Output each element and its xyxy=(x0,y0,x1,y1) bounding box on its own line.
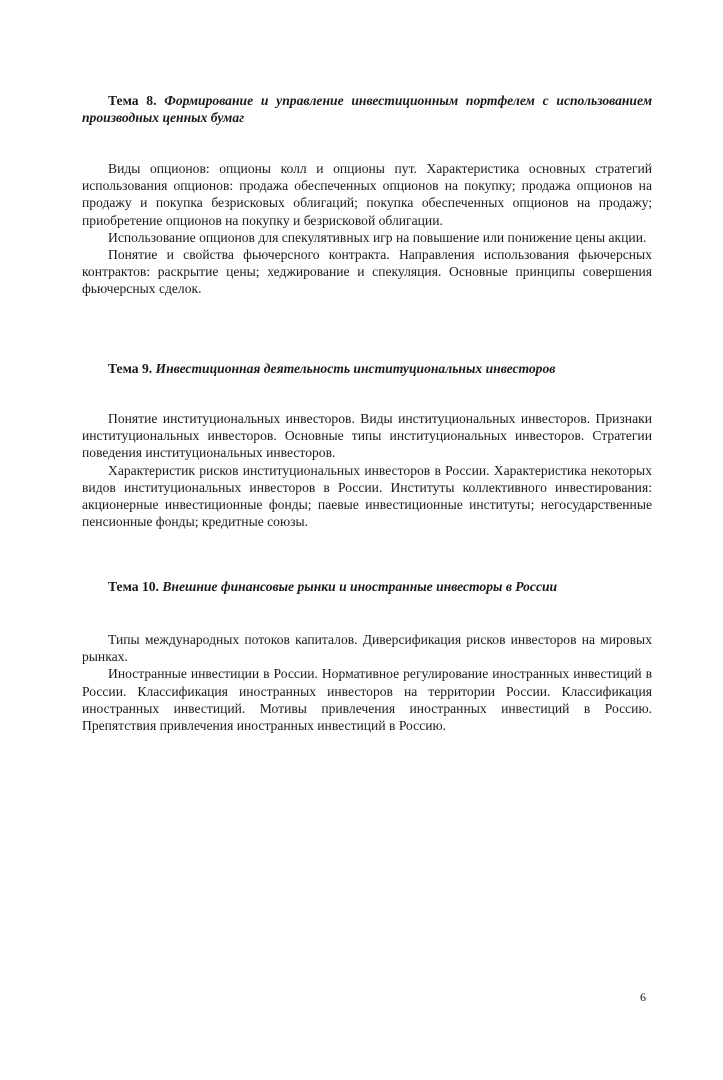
page-number: 6 xyxy=(640,990,646,1004)
topic-8-paragraph-1: Виды опционов: опционы колл и опционы пут. Характеристика основных стратегий использования опционов: продажа обеспеченных опционов на покупку; продажа опционов на продажу и покупка безрисковых облигаций; покупка обеспеченных опционов на продажу; приобретение опционов на покупку и безрисковой облигации. xyxy=(82,161,652,228)
topic-10-body xyxy=(82,631,652,734)
topic-8-body xyxy=(82,160,652,298)
topic-9-label: Тема 9. xyxy=(108,361,153,376)
topic-10-label: Тема 10. xyxy=(108,579,159,594)
topic-9-paragraph-2: Характеристик рисков институциональных инвесторов в России. Характеристика некоторых видов институциональных инвесторов в России. Институты коллективного инвестирования: акционерные инвестиционные фонды; паевые инвестиционные институты; негосударственные пенсионные фонды; кредитные союзы. xyxy=(82,462,652,530)
topic-8-paragraph-2: Использование опционов для спекулятивных игр на повышение или понижение цены акции. xyxy=(108,229,647,245)
topic-8-heading xyxy=(82,92,652,126)
topic-8-label: Тема 8. xyxy=(108,93,157,108)
topic-10-heading xyxy=(82,578,652,595)
topic-9-title: Инвестиционная деятельность институциональных инвесторов xyxy=(155,361,556,376)
topic-9-paragraph-1: Понятие институциональных инвесторов. Виды институциональных инвесторов. Признаки институциональных инвесторов. Основные типы институциональных инвесторов. Стратегии поведения институциональных инвесторов. xyxy=(82,411,652,461)
topic-8-title: Формирование и управление инвестиционным портфелем с использованием производных ценных бумаг xyxy=(82,93,653,125)
topic-9-heading xyxy=(82,360,652,377)
topic-10-title: Внешние финансовые рынки и иностранные инвесторы в России xyxy=(162,579,558,594)
topic-10-paragraph-1: Типы международных потоков капиталов. Диверсификация рисков инвесторов на мировых рынках. xyxy=(82,632,652,665)
topic-9-body xyxy=(82,410,652,530)
topic-8-paragraph-3: Понятие и свойства фьючерсного контракта. Направления использования фьючерсных контрактов: раскрытие цены; хеджирование и спекуляция. Основные принципы совершения фьючерсных сделок. xyxy=(82,247,652,297)
topic-10-paragraph-2: Иностранные инвестиции в России. Нормативное регулирование иностранных инвестиций в России. Классификация иностранных инвесторов на территории России. Классификация иностранных инвестиций. Мотивы привлечения иностранных инвестиций в Россию. Препятствия привлечения иностранных инвестиций в Россию. xyxy=(82,666,652,734)
